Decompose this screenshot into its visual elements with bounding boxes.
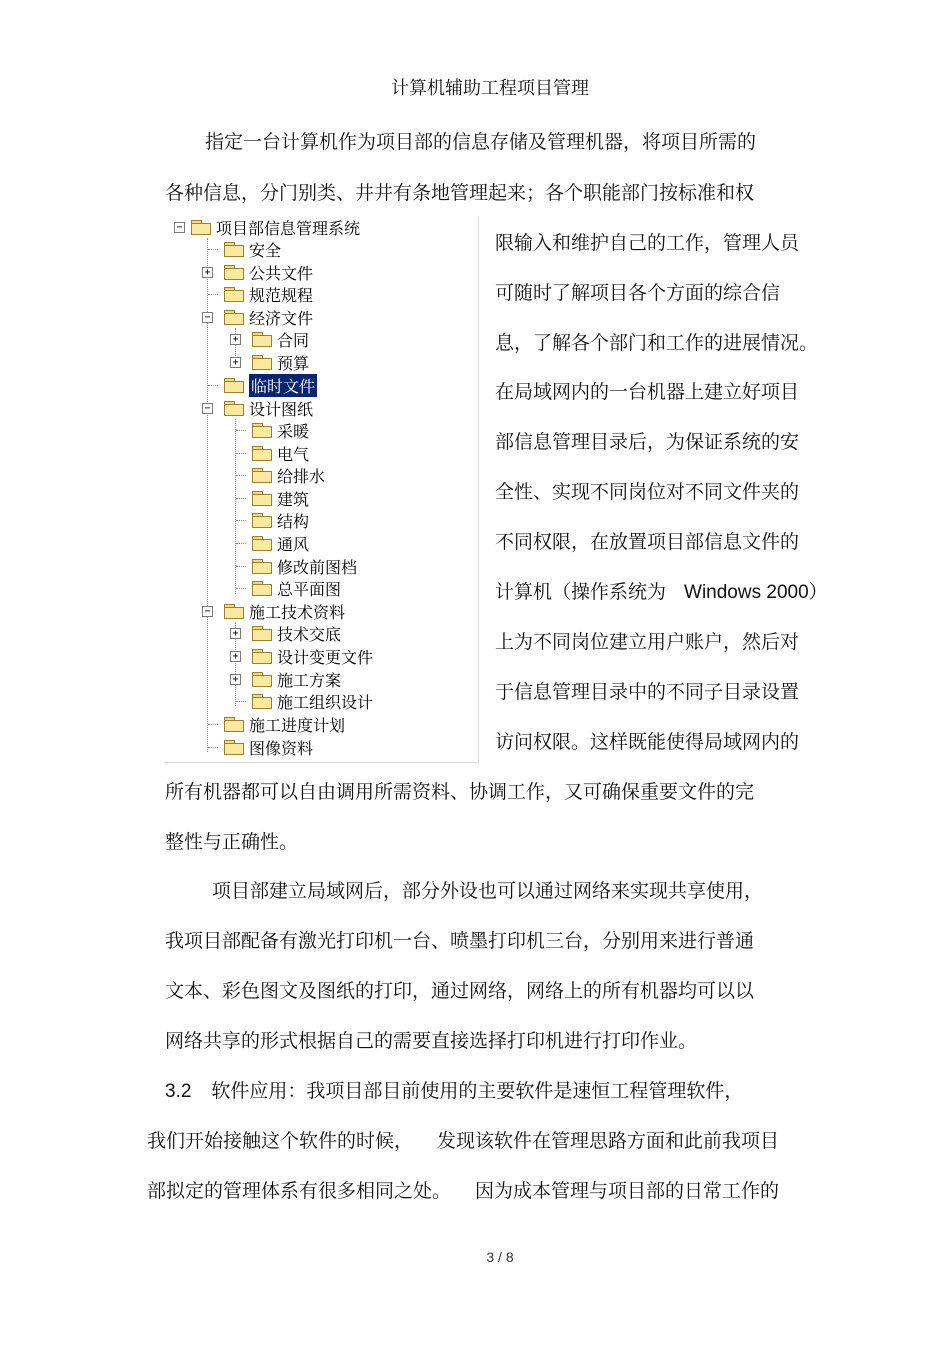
- tree-item-label: 建筑: [277, 489, 310, 509]
- section-heading: [165, 1079, 743, 1104]
- folder-icon: [252, 559, 272, 574]
- tree-item-hetong[interactable]: [230, 328, 309, 350]
- folder-icon: [224, 242, 244, 257]
- folder-icon: [252, 446, 272, 461]
- folder-icon: [252, 491, 272, 506]
- tree-item-label: 安全: [249, 240, 282, 260]
- tree-item-label: 施工方案: [277, 670, 342, 690]
- tree-item-zongpingmian[interactable]: [230, 577, 341, 599]
- expand-icon[interactable]: +: [230, 628, 241, 639]
- text-line: 可随时了解项目各个方面的综合信: [495, 282, 781, 304]
- tree-item-gonggong[interactable]: [202, 261, 313, 283]
- text-line: [147, 1129, 779, 1153]
- tree-item-label: 结构: [277, 511, 310, 531]
- tree-item-jipaishui[interactable]: [230, 464, 325, 486]
- expand-icon[interactable]: +: [230, 357, 241, 368]
- text-line: 整性与正确性。: [165, 831, 299, 853]
- text-line: [147, 1179, 779, 1203]
- tree-item-dianqi[interactable]: [230, 442, 309, 464]
- tree-item-label: 施工进度计划: [249, 715, 346, 735]
- tree-item-label: 修改前图档: [277, 557, 358, 577]
- text-fragment: 发现该软件在管理思路方面和此前我项目: [437, 1130, 780, 1152]
- tree-item-cainuan[interactable]: [230, 419, 309, 441]
- tree-item-label: 规范规程: [249, 285, 314, 305]
- tree-item-label: 施工技术资料: [249, 602, 346, 622]
- folder-icon: [252, 694, 272, 709]
- text-line: 项目部建立局域网后，部分外设也可以通过网络来实现共享使用，: [212, 880, 764, 902]
- tree-root[interactable]: [174, 216, 360, 238]
- folder-icon: [252, 581, 272, 596]
- tree-item-sheji[interactable]: [202, 397, 313, 419]
- folder-icon: [252, 626, 272, 641]
- tree-item-jingji[interactable]: [202, 306, 313, 328]
- tree-item-jindujihua[interactable]: [202, 713, 345, 735]
- text-line: 各种信息，分门别类、井井有条地管理起来；各个职能部门按标准和权: [165, 182, 755, 204]
- section-number: 3.2: [165, 1081, 192, 1102]
- text-line: 部信息管理目录后，为保证系统的安: [495, 431, 800, 453]
- tree-item-linshi[interactable]: [202, 374, 317, 396]
- folder-icon: [252, 332, 272, 347]
- tree-item-label: 技术交底: [277, 624, 342, 644]
- text-fragment: 计算机（操作系统为: [495, 581, 667, 603]
- tree-item-label: 图像资料: [249, 738, 314, 758]
- collapse-icon[interactable]: −: [202, 403, 213, 414]
- folder-icon: [191, 220, 211, 235]
- tree-item-yusuan[interactable]: [230, 351, 309, 373]
- collapse-icon[interactable]: −: [202, 312, 213, 323]
- text-fragment: 部拟定的管理体系有很多相同之处。: [147, 1180, 452, 1202]
- tree-item-jianzhu[interactable]: [230, 487, 309, 509]
- folder-icon: [224, 287, 244, 302]
- tree-item-label: 经济文件: [249, 308, 314, 328]
- text-line: [495, 580, 828, 605]
- folder-icon: [224, 378, 244, 393]
- text-line: 息，了解各个部门和工作的进展情况。: [495, 332, 819, 354]
- collapse-icon[interactable]: −: [202, 606, 213, 617]
- text-line: 所有机器都可以自由调用所需资料、协调工作，又可确保重要文件的完: [165, 781, 755, 803]
- tree-item-label: 电气: [277, 444, 310, 464]
- text-line: 上为不同岗位建立用户账户，然后对: [495, 631, 800, 653]
- folder-icon: [224, 401, 244, 416]
- tree-item-label: 设计变更文件: [277, 647, 374, 667]
- text-line: 访问权限。这样既能使得局域网内的: [495, 731, 800, 753]
- folder-icon: [224, 717, 244, 732]
- tree-item-label: 施工组织设计: [277, 692, 374, 712]
- folder-icon: [252, 649, 272, 664]
- tree-item-xiugaiqian[interactable]: [230, 555, 357, 577]
- text-fragment: 因为成本管理与项目部的日常工作的: [475, 1180, 780, 1202]
- expand-icon[interactable]: +: [230, 334, 241, 345]
- text-fragment: ）: [808, 581, 828, 603]
- folder-icon: [252, 468, 272, 483]
- os-name: Windows 2000: [684, 582, 809, 603]
- tree-item-label-selected: 临时文件: [249, 374, 317, 397]
- text-line: 限输入和维护自己的工作，管理人员: [495, 232, 800, 254]
- text-line: 于信息管理目录中的不同子目录设置: [495, 681, 800, 703]
- folder-icon: [224, 265, 244, 280]
- expand-icon[interactable]: +: [230, 674, 241, 685]
- tree-item-label: 采暖: [277, 421, 310, 441]
- folder-icon: [224, 310, 244, 325]
- tree-item-label: 公共文件: [249, 263, 314, 283]
- tree-item-label: 合同: [277, 330, 310, 350]
- text-line: 文本、彩色图文及图纸的打印，通过网络，网络上的所有机器均可以以: [165, 980, 755, 1002]
- folder-icon: [224, 604, 244, 619]
- page-number: 3 / 8: [486, 1249, 514, 1265]
- tree-item-tongfeng[interactable]: [230, 532, 309, 554]
- tree-item-label: 总平面图: [277, 579, 342, 599]
- tree-item-label: 通风: [277, 534, 310, 554]
- tree-item-anquan[interactable]: [202, 238, 281, 260]
- text-fragment: 软件应用：我项目部目前使用的主要软件是速恒工程管理软件，: [211, 1080, 744, 1102]
- text-line: 在局域网内的一台机器上建立好项目: [495, 381, 800, 403]
- text-line: 网络共享的形式根据自己的需要直接选择打印机进行打印作业。: [165, 1030, 698, 1052]
- page-title: 计算机辅助工程项目管理: [391, 78, 589, 99]
- expand-icon[interactable]: +: [230, 651, 241, 662]
- tree-item-shigongjishu[interactable]: [202, 600, 345, 622]
- folder-icon: [252, 513, 272, 528]
- tree-item-label: 给排水: [277, 466, 326, 486]
- tree-item-jiegou[interactable]: [230, 509, 309, 531]
- text-line: 全性、实现不同岗位对不同文件夹的: [495, 481, 800, 503]
- folder-icon: [224, 740, 244, 755]
- folder-tree-figure: [164, 216, 479, 763]
- tree-item-tuxiang[interactable]: [202, 736, 313, 758]
- text-line: 不同权限，在放置项目部信息文件的: [495, 531, 800, 553]
- tree-item-guifan[interactable]: [202, 283, 313, 305]
- text-line: 我项目部配备有激光打印机一台、喷墨打印机三台，分别用来进行普通: [165, 930, 755, 952]
- tree-item-label: 设计图纸: [249, 399, 314, 419]
- text-fragment: 我们开始接触这个软件的时候，: [147, 1130, 414, 1152]
- tree-item-shigongfangan[interactable]: [230, 668, 341, 690]
- tree-item-shejibiangeng[interactable]: [230, 645, 373, 667]
- folder-icon: [252, 672, 272, 687]
- collapse-icon[interactable]: −: [174, 222, 185, 233]
- folder-icon: [252, 355, 272, 370]
- folder-icon: [252, 423, 272, 438]
- tree-item-jishujiaodi[interactable]: [230, 622, 341, 644]
- expand-icon[interactable]: +: [202, 267, 213, 278]
- text-line: 指定一台计算机作为项目部的信息存储及管理机器，将项目所需的: [205, 131, 757, 153]
- tree-root-label: 项目部信息管理系统: [216, 218, 361, 238]
- tree-item-label: 预算: [277, 353, 310, 373]
- folder-icon: [252, 536, 272, 551]
- tree-item-shigongzuzhi[interactable]: [230, 690, 373, 712]
